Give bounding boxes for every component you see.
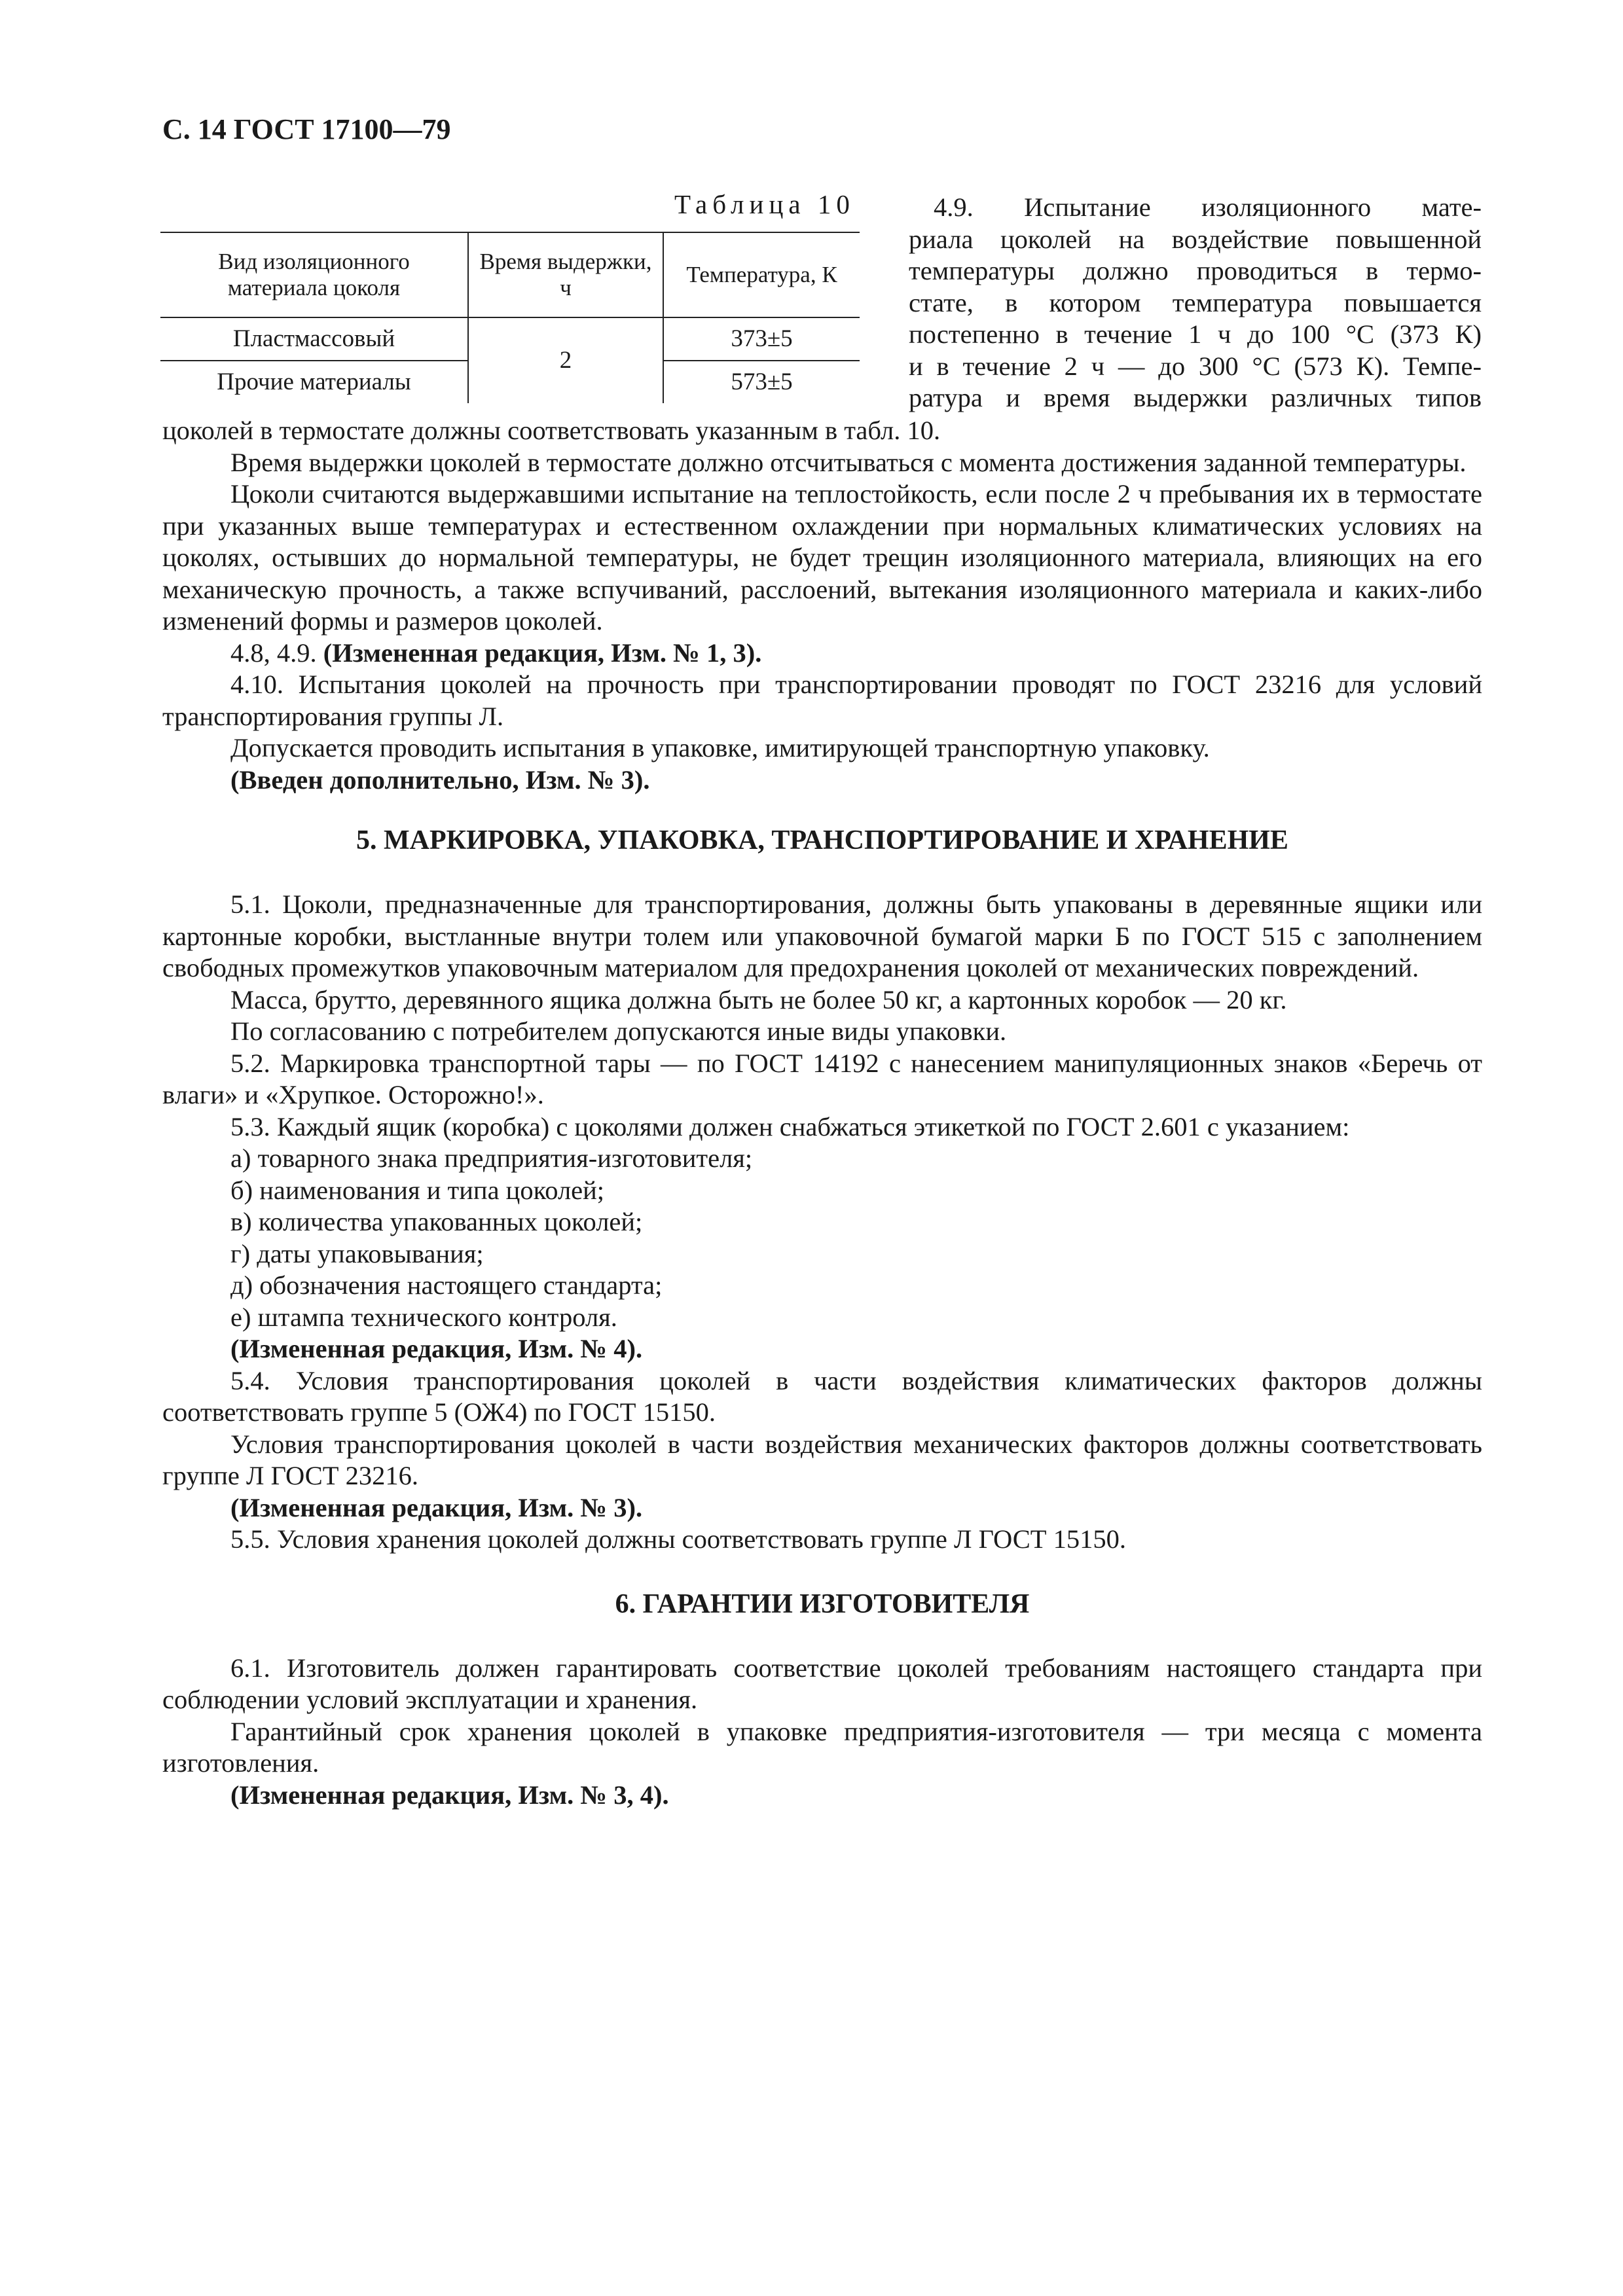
list-item: д) обозначения настоящего стандарта; [230, 1270, 663, 1300]
amendment-note [162, 764, 1482, 797]
cell-material: Прочие материалы [160, 361, 468, 403]
amendment-note [162, 1780, 1482, 1812]
paragraph: 5.3. Каждый ящик (коробка) с цоколями должен снабжаться этикеткой по ГОСТ 2.601 с указанием: [230, 1111, 1350, 1141]
amendment-bold: (Измененная редакция, Изм. № 4). [230, 1334, 643, 1363]
paragraph: 5.4. Условия транспортирования цоколей в части воздействия климатических факторов должны соответствовать группе 5 (ОЖ4) по ГОСТ 15150. [162, 1365, 1482, 1427]
side-line: риала цоколей на воздействие повышенной [909, 224, 1482, 254]
main-text [162, 415, 1482, 1811]
table-header-row [160, 232, 860, 317]
paragraph: 6.1. Изготовитель должен гарантировать соответствие цоколей требованиям настоящего стандарта при соблюдении условий эксплуатации и хранения. [162, 1653, 1482, 1714]
paragraph: Время выдержки цоколей в термостате должно отсчитываться с момента достижения заданной температуры. [230, 447, 1467, 477]
paragraph: 4.10. Испытания цоколей на прочность при транспортировании проводят по ГОСТ 23216 для условий транспортирования группы Л. [162, 670, 1482, 731]
side-line: стате, в котором температура повышается [909, 287, 1482, 317]
paragraph: Условия транспортирования цоколей в части воздействия механических факторов должны соответствовать группе Л ГОСТ 23216. [162, 1429, 1482, 1490]
paragraph: цоколей в термостате должны соответствовать указанным в табл. 10. [162, 416, 941, 445]
list-item: б) наименования и типа цоколей; [230, 1175, 605, 1205]
cell-material: Пластмассовый [160, 317, 468, 361]
list-item: г) даты упаковывания; [230, 1238, 484, 1268]
amendment-note [162, 1492, 1482, 1524]
cell-time: 2 [468, 317, 663, 403]
col-header-material: Вид изоляционного материала цоколя [160, 232, 468, 317]
side-text-4-9 [909, 192, 1482, 414]
cell-temperature: 373±5 [663, 317, 860, 361]
col-header-time: Время выдержки, ч [468, 232, 663, 317]
side-line: постепенно в течение 1 ч до 100 °С (373 К) [909, 319, 1482, 349]
paragraph: Цоколи считаются выдержавшими испытание на теплостойкость, если после 2 ч пребывания их в термостате при указанных выше температурах и естественном охлаждении при нормальных климатических условиях на цоколях, остывших до нормальной температуры, не будет трещин изоляционного материала, влияющих на его механическую прочность, а также вспучиваний, расслоений, вытекания изоляционного материала и каких-либо изменений формы и размеров цоколей. [162, 479, 1482, 636]
list-item: е) штампа технического контроля. [230, 1302, 617, 1332]
cell-temperature: 573±5 [731, 368, 793, 395]
paragraph: 5.2. Маркировка транспортной тары — по ГОСТ 14192 с нанесением манипуляционных знаков «Беречь от влаги» и «Хрупкое. Осторожно!». [162, 1048, 1482, 1109]
side-line: 4.9. Испытание изоляционного мате- [934, 192, 1482, 222]
amendment-bold: (Измененная редакция, Изм. № 1, 3). [323, 637, 762, 668]
paragraph: Гарантийный срок хранения цоколей в упаковке предприятия-изготовителя — три месяца с момента изготовления. [162, 1716, 1482, 1778]
amendment-bold: (Измененная редакция, Изм. № 3, 4). [230, 1780, 669, 1810]
col-header-temperature: Температура, К [663, 232, 860, 317]
side-line: ратура и время выдержки различных типов [909, 383, 1482, 412]
list-item: в) количества упакованных цоколей; [230, 1207, 643, 1236]
paragraph: По согласованию с потребителем допускаются иные виды упаковки. [230, 1016, 1007, 1046]
table-10 [160, 232, 860, 403]
list-item: а) товарного знака предприятия-изготовителя; [230, 1143, 753, 1173]
table-caption: Таблица 10 [674, 189, 855, 219]
amendment-bold: (Измененная редакция, Изм. № 3). [230, 1492, 643, 1522]
amendment-note [162, 637, 1482, 670]
side-line: и в течение 2 ч — до 300 °С (573 К). Темпе- [909, 351, 1482, 381]
table-row [160, 317, 860, 361]
side-line: температуры должно проводиться в термо- [909, 256, 1482, 285]
clause-ref: 4.8, 4.9. [230, 637, 317, 668]
amendment-note [162, 1333, 1482, 1365]
paragraph: Допускается проводить испытания в упаковке, имитирующей транспортную упаковку. [230, 733, 1210, 762]
paragraph: 5.1. Цоколи, предназначенные для транспортирования, должны быть упакованы в деревянные ящики или картонные коробки, выстланные внутри толем или упаковочной бумагой марки Б по ГОСТ 515 с заполнением свободных промежутков упаковочным материалом для предохранения цоколей от механических повреждений. [162, 889, 1482, 982]
section-5-title: 5. МАРКИРОВКА, УПАКОВКА, ТРАНСПОРТИРОВАНИЕ И ХРАНЕНИЕ [356, 825, 1288, 855]
section-6-title: 6. ГАРАНТИИ ИЗГОТОВИТЕЛЯ [615, 1588, 1030, 1619]
page-header: С. 14 ГОСТ 17100—79 [162, 113, 451, 145]
amendment-bold: (Введен дополнительно, Изм. № 3). [230, 764, 650, 795]
paragraph: 5.5. Условия хранения цоколей должны соответствовать группе Л ГОСТ 15150. [230, 1524, 1126, 1554]
paragraph: Масса, брутто, деревянного ящика должна быть не более 50 кг, а картонных коробок — 20 кг. [230, 984, 1287, 1014]
